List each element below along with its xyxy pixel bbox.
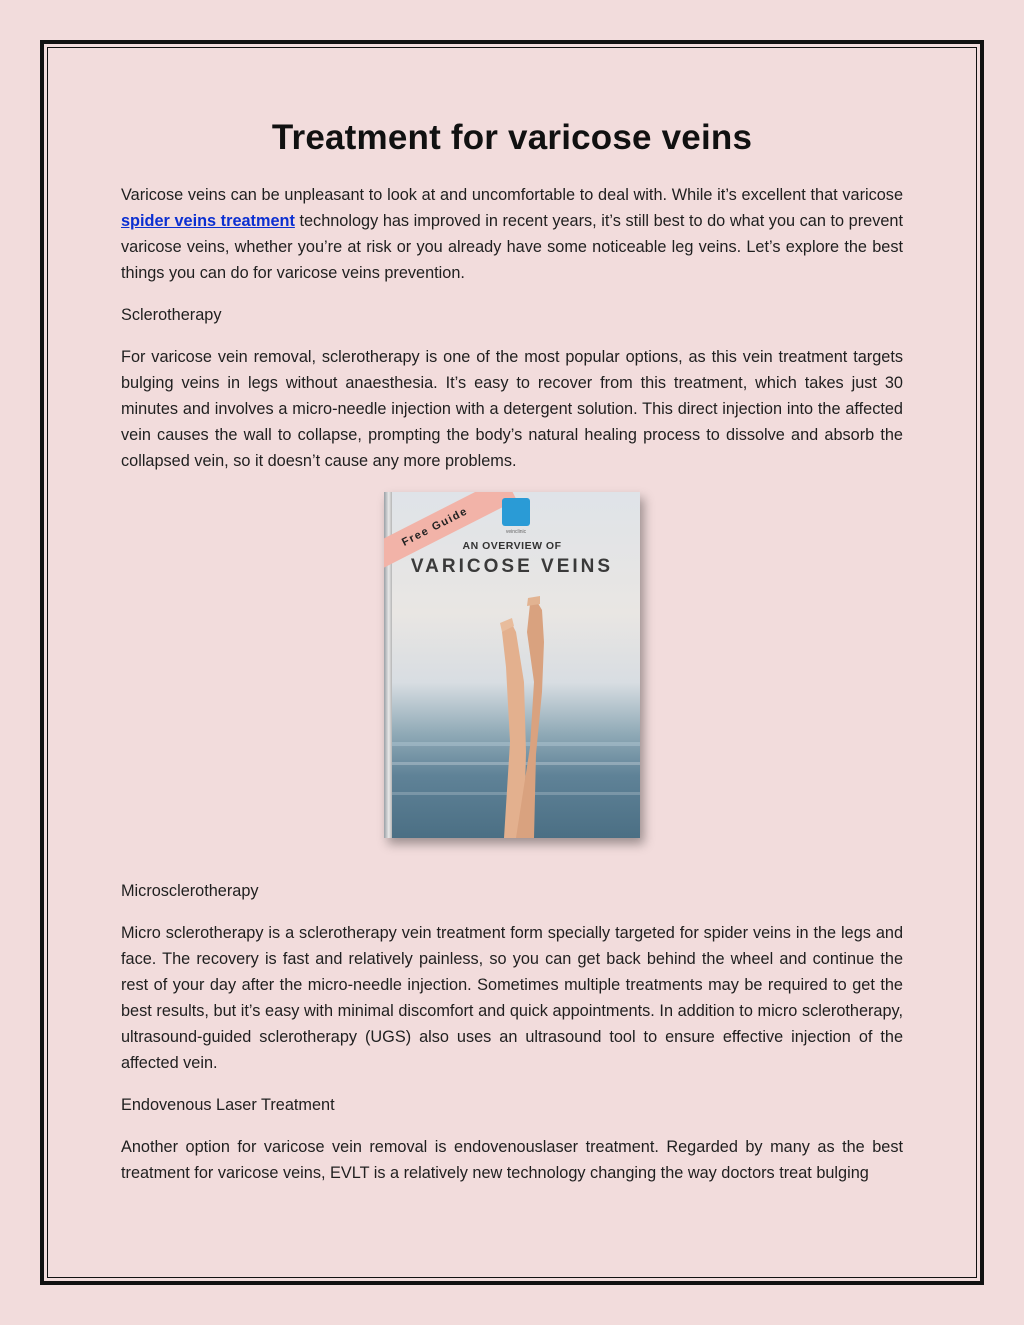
section-heading-sclerotherapy: Sclerotherapy — [121, 306, 222, 324]
section-heading-microsclerotherapy: Microsclerotherapy — [121, 882, 259, 900]
section-heading-endovenous-laser: Endovenous Laser Treatment — [121, 1096, 335, 1114]
clinic-logo-text: veinclinic — [505, 529, 527, 535]
free-guide-ribbon: Free Guide — [384, 492, 517, 577]
spider-veins-treatment-link[interactable]: spider veins treatment — [121, 212, 295, 230]
cover-title: VARICOSE VEINS — [410, 556, 614, 577]
intro-text-before: Varicose veins can be unpleasant to look at and uncomfortable to deal with. While it’s excellent that varicose — [121, 186, 903, 204]
cover-overline: AN OVERVIEW OF — [462, 540, 562, 552]
section-body-endovenous-laser: Another option for varicose vein removal is endovenouslaser treatment. Regarded by many as the best treatment for varicose veins, EVLT is a relatively new technology changing the way doctors treat bulging — [121, 1138, 903, 1182]
clinic-logo-icon — [502, 498, 530, 526]
guide-cover-image — [384, 492, 640, 838]
section-body-microsclerotherapy: Micro sclerotherapy is a sclerotherapy vein treatment form specially targeted for spider veins in the legs and face. The recovery is fast and relatively painless, so you can get back behind the wheel and continue the rest of your day after the micro-needle injection. Sometimes multiple treatments may be required to get the best results, but it’s easy with minimal discomfort and quick appointments. In addition to micro sclerotherapy, ultrasound-guided sclerotherapy (UGS) also uses an ultrasound tool to ensure effective injection of the affected vein. — [121, 924, 903, 1072]
page-title: Treatment for varicose veins — [271, 118, 753, 157]
document-body — [121, 118, 903, 1202]
section-body-sclerotherapy: For varicose vein removal, sclerotherapy is one of the most popular options, as this vein treatment targets bulging veins in legs without anaesthesia. It’s easy to recover from this treatment, which takes just 30 minutes and involves a micro-needle injection with a detergent solution. This direct injection into the affected vein causes the wall to collapse, prompting the body’s natural healing process to dissolve and absorb the collapsed vein, so it doesn’t cause any more problems. — [121, 348, 903, 470]
guide-cover-container — [121, 492, 903, 838]
intro-text-after: technology has improved in recent years, it’s still best to do what you can to prevent varicose veins, whether you’re at risk or you already have some noticeable leg veins. Let’s explore the best things you can do for varicose veins prevention. — [121, 212, 903, 282]
intro-paragraph — [121, 182, 903, 286]
